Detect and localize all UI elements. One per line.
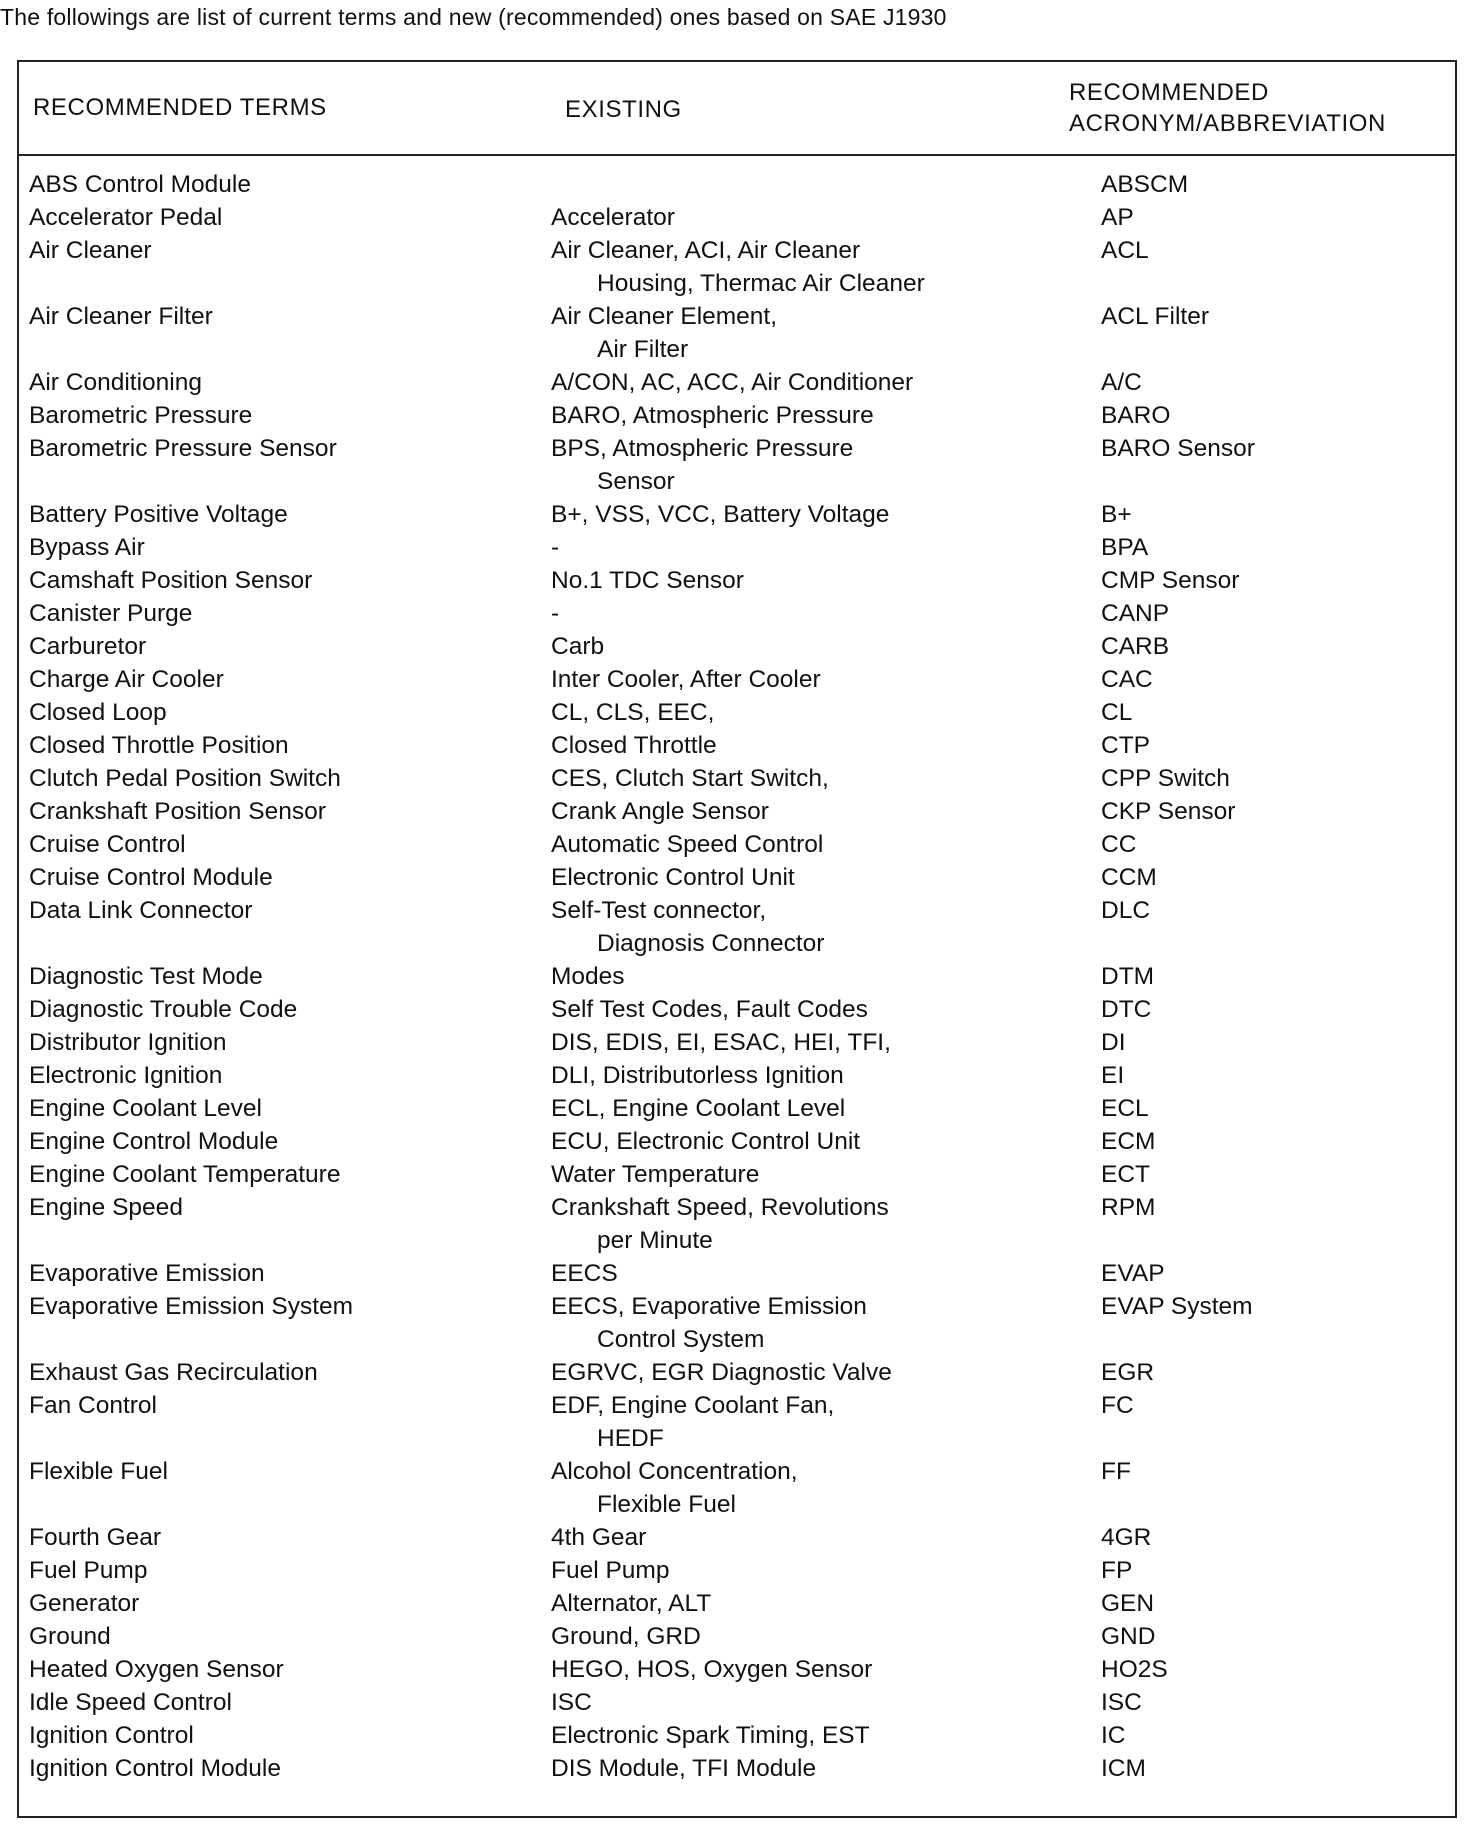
- table-row: [19, 696, 1455, 729]
- existing-cell: [551, 1455, 1076, 1521]
- recommended-term-cell: Cruise Control Module: [29, 864, 273, 891]
- existing-line: Control System: [597, 1326, 765, 1353]
- recommended-term-cell: Charge Air Cooler: [29, 666, 224, 693]
- table-row: [19, 795, 1455, 828]
- table-row: [19, 1290, 1455, 1356]
- table-row: [19, 1389, 1455, 1455]
- acronym-cell: HO2S: [1101, 1656, 1168, 1683]
- table-row: [19, 1356, 1455, 1389]
- recommended-term-cell: Evaporative Emission: [29, 1260, 265, 1287]
- intro-text: The followings are list of current terms and new (recommended) ones based on SAE J1930: [0, 4, 947, 30]
- existing-cell: [551, 300, 1076, 366]
- table-row: [19, 366, 1455, 399]
- existing-line: EECS, Evaporative Emission: [551, 1293, 867, 1320]
- existing-line: Air Filter: [597, 336, 689, 363]
- acronym-cell: ACL Filter: [1101, 303, 1210, 330]
- existing-line: Modes: [551, 963, 625, 990]
- existing-line: Diagnosis Connector: [597, 930, 825, 957]
- table-header-row: [19, 62, 1455, 156]
- existing-line: CES, Clutch Start Switch,: [551, 765, 829, 792]
- acronym-cell: BPA: [1101, 534, 1149, 561]
- existing-line: Inter Cooler, After Cooler: [551, 666, 821, 693]
- header-existing: EXISTING: [565, 96, 682, 123]
- recommended-term-cell: Crankshaft Position Sensor: [29, 798, 326, 825]
- acronym-cell: A/C: [1101, 369, 1142, 396]
- existing-line: Electronic Spark Timing, EST: [551, 1722, 870, 1749]
- acronym-cell: FP: [1101, 1557, 1133, 1584]
- recommended-term-cell: Diagnostic Trouble Code: [29, 996, 298, 1023]
- recommended-term-cell: Barometric Pressure: [29, 402, 253, 429]
- acronym-cell: ACL: [1101, 237, 1149, 264]
- existing-cell: [551, 234, 1076, 300]
- existing-cell: [551, 1059, 1076, 1092]
- existing-cell: [551, 564, 1076, 597]
- acronym-cell: CC: [1101, 831, 1137, 858]
- acronym-cell: DLC: [1101, 897, 1151, 924]
- recommended-term-cell: Evaporative Emission System: [29, 1293, 354, 1320]
- table-row: [19, 630, 1455, 663]
- existing-cell: [551, 828, 1076, 861]
- existing-line: Fuel Pump: [551, 1557, 670, 1584]
- recommended-term-cell: Closed Loop: [29, 699, 167, 726]
- table-row: [19, 1587, 1455, 1620]
- table-row: [19, 1059, 1455, 1092]
- existing-cell: [551, 1554, 1076, 1587]
- recommended-term-cell: Cruise Control: [29, 831, 186, 858]
- existing-line: Water Temperature: [551, 1161, 760, 1188]
- existing-line: HEDF: [597, 1425, 664, 1452]
- existing-line: A/CON, AC, ACC, Air Conditioner: [551, 369, 914, 396]
- recommended-term-cell: Electronic Ignition: [29, 1062, 223, 1089]
- existing-cell: [551, 1158, 1076, 1191]
- existing-line: ECL, Engine Coolant Level: [551, 1095, 846, 1122]
- existing-cell: [551, 498, 1076, 531]
- existing-line: Crank Angle Sensor: [551, 798, 769, 825]
- existing-line: ISC: [551, 1689, 592, 1716]
- existing-line: DIS, EDIS, EI, ESAC, HEI, TFI,: [551, 1029, 891, 1056]
- recommended-term-cell: Exhaust Gas Recirculation: [29, 1359, 318, 1386]
- existing-line: Carb: [551, 633, 605, 660]
- acronym-cell: EVAP: [1101, 1260, 1165, 1287]
- acronym-cell: ISC: [1101, 1689, 1142, 1716]
- existing-cell: [551, 1290, 1076, 1356]
- existing-line: HEGO, HOS, Oxygen Sensor: [551, 1656, 873, 1683]
- existing-line: -: [551, 534, 560, 561]
- table-row: [19, 1191, 1455, 1257]
- table-row: [19, 1620, 1455, 1653]
- acronym-cell: 4GR: [1101, 1524, 1152, 1551]
- existing-line: Flexible Fuel: [597, 1491, 736, 1518]
- recommended-term-cell: Diagnostic Test Mode: [29, 963, 263, 990]
- recommended-term-cell: Heated Oxygen Sensor: [29, 1656, 284, 1683]
- recommended-term-cell: ABS Control Module: [29, 171, 251, 198]
- existing-line: Housing, Thermac Air Cleaner: [597, 270, 925, 297]
- recommended-term-cell: Closed Throttle Position: [29, 732, 289, 759]
- existing-cell: [551, 696, 1076, 729]
- recommended-term-cell: Engine Coolant Temperature: [29, 1161, 341, 1188]
- recommended-term-cell: Air Cleaner Filter: [29, 303, 213, 330]
- acronym-cell: CAC: [1101, 666, 1153, 693]
- acronym-cell: CMP Sensor: [1101, 567, 1240, 594]
- table-row: [19, 993, 1455, 1026]
- acronym-cell: GND: [1101, 1623, 1156, 1650]
- recommended-term-cell: Engine Control Module: [29, 1128, 279, 1155]
- acronym-cell: ECL: [1101, 1095, 1149, 1122]
- existing-cell: [551, 861, 1076, 894]
- table-row: [19, 861, 1455, 894]
- table-row: [19, 1752, 1455, 1785]
- acronym-cell: AP: [1101, 204, 1134, 231]
- table-row: [19, 168, 1455, 201]
- existing-line: CL, CLS, EEC,: [551, 699, 715, 726]
- existing-cell: [551, 1653, 1076, 1686]
- existing-cell: [551, 201, 1076, 234]
- existing-cell: [551, 1587, 1076, 1620]
- recommended-term-cell: Generator: [29, 1590, 140, 1617]
- existing-cell: [551, 168, 1076, 201]
- existing-line: Air Cleaner, ACI, Air Cleaner: [551, 237, 861, 264]
- existing-cell: [551, 399, 1076, 432]
- existing-line: Ground, GRD: [551, 1623, 701, 1650]
- existing-line: Alcohol Concentration,: [551, 1458, 798, 1485]
- existing-line: 4th Gear: [551, 1524, 647, 1551]
- table-row: [19, 300, 1455, 366]
- table-row: [19, 1653, 1455, 1686]
- existing-cell: [551, 993, 1076, 1026]
- table-row: [19, 399, 1455, 432]
- existing-cell: [551, 1092, 1076, 1125]
- recommended-term-cell: Distributor Ignition: [29, 1029, 227, 1056]
- acronym-cell: CCM: [1101, 864, 1157, 891]
- table-row: [19, 828, 1455, 861]
- acronym-cell: CTP: [1101, 732, 1150, 759]
- acronym-cell: FF: [1101, 1458, 1131, 1485]
- recommended-term-cell: Ignition Control: [29, 1722, 194, 1749]
- recommended-term-cell: Canister Purge: [29, 600, 193, 627]
- existing-line: DLI, Distributorless Ignition: [551, 1062, 844, 1089]
- recommended-term-cell: Barometric Pressure Sensor: [29, 435, 337, 462]
- acronym-cell: RPM: [1101, 1194, 1156, 1221]
- existing-cell: [551, 729, 1076, 762]
- existing-line: -: [551, 600, 560, 627]
- acronym-cell: EVAP System: [1101, 1293, 1253, 1320]
- acronym-cell: CL: [1101, 699, 1133, 726]
- header-acronym-line2: ACRONYM/ABBREVIATION: [1069, 110, 1386, 137]
- existing-line: DIS Module, TFI Module: [551, 1755, 817, 1782]
- recommended-term-cell: Engine Coolant Level: [29, 1095, 262, 1122]
- recommended-term-cell: Bypass Air: [29, 534, 145, 561]
- table-row: [19, 498, 1455, 531]
- existing-cell: [551, 1686, 1076, 1719]
- existing-line: EGRVC, EGR Diagnostic Valve: [551, 1359, 892, 1386]
- header-acronym-line1: RECOMMENDED: [1069, 79, 1269, 106]
- table-row: [19, 1026, 1455, 1059]
- existing-line: Crankshaft Speed, Revolutions: [551, 1194, 889, 1221]
- existing-cell: [551, 1719, 1076, 1752]
- acronym-cell: CARB: [1101, 633, 1170, 660]
- acronym-cell: FC: [1101, 1392, 1134, 1419]
- acronym-cell: IC: [1101, 1722, 1126, 1749]
- table-row: [19, 762, 1455, 795]
- table-row: [19, 564, 1455, 597]
- acronym-cell: DI: [1101, 1029, 1126, 1056]
- table-row: [19, 1554, 1455, 1587]
- recommended-term-cell: Ground: [29, 1623, 111, 1650]
- existing-line: ECU, Electronic Control Unit: [551, 1128, 861, 1155]
- table-row: [19, 201, 1455, 234]
- existing-cell: [551, 663, 1076, 696]
- existing-line: BPS, Atmospheric Pressure: [551, 435, 854, 462]
- recommended-term-cell: Camshaft Position Sensor: [29, 567, 313, 594]
- acronym-cell: CPP Switch: [1101, 765, 1230, 792]
- recommended-term-cell: Air Cleaner: [29, 237, 152, 264]
- existing-line: Sensor: [597, 468, 675, 495]
- table-row: [19, 1158, 1455, 1191]
- table-row: [19, 894, 1455, 960]
- recommended-term-cell: Flexible Fuel: [29, 1458, 168, 1485]
- table-row: [19, 729, 1455, 762]
- existing-cell: [551, 432, 1076, 498]
- recommended-term-cell: Fourth Gear: [29, 1524, 162, 1551]
- existing-line: EECS: [551, 1260, 618, 1287]
- existing-line: No.1 TDC Sensor: [551, 567, 744, 594]
- existing-line: Closed Throttle: [551, 732, 717, 759]
- existing-line: B+, VSS, VCC, Battery Voltage: [551, 501, 890, 528]
- existing-cell: [551, 1125, 1076, 1158]
- existing-cell: [551, 894, 1076, 960]
- acronym-cell: CKP Sensor: [1101, 798, 1236, 825]
- terms-table: [17, 60, 1457, 1818]
- existing-cell: [551, 795, 1076, 828]
- recommended-term-cell: Fan Control: [29, 1392, 158, 1419]
- table-row: [19, 663, 1455, 696]
- existing-cell: [551, 1356, 1076, 1389]
- table-row: [19, 1125, 1455, 1158]
- existing-line: Electronic Control Unit: [551, 864, 795, 891]
- acronym-cell: DTM: [1101, 963, 1155, 990]
- table-row: [19, 234, 1455, 300]
- existing-line: BARO, Atmospheric Pressure: [551, 402, 874, 429]
- existing-line: per Minute: [597, 1227, 713, 1254]
- header-recommended-terms: RECOMMENDED TERMS: [33, 94, 327, 121]
- existing-cell: [551, 1389, 1076, 1455]
- recommended-term-cell: Air Conditioning: [29, 369, 202, 396]
- existing-cell: [551, 1521, 1076, 1554]
- existing-line: Accelerator: [551, 204, 675, 231]
- existing-cell: [551, 366, 1076, 399]
- existing-cell: [551, 531, 1076, 564]
- recommended-term-cell: Clutch Pedal Position Switch: [29, 765, 341, 792]
- table-row: [19, 597, 1455, 630]
- table-row: [19, 960, 1455, 993]
- table-row: [19, 531, 1455, 564]
- header-acronym: [1069, 77, 1386, 139]
- existing-line: [551, 168, 1076, 201]
- acronym-cell: ICM: [1101, 1755, 1146, 1782]
- table-row: [19, 1521, 1455, 1554]
- existing-cell: [551, 1026, 1076, 1059]
- recommended-term-cell: Engine Speed: [29, 1194, 183, 1221]
- existing-line: Automatic Speed Control: [551, 831, 824, 858]
- existing-cell: [551, 1257, 1076, 1290]
- existing-line: Alternator, ALT: [551, 1590, 712, 1617]
- acronym-cell: DTC: [1101, 996, 1152, 1023]
- acronym-cell: EI: [1101, 1062, 1125, 1089]
- acronym-cell: BARO Sensor: [1101, 435, 1255, 462]
- existing-cell: [551, 630, 1076, 663]
- acronym-cell: EGR: [1101, 1359, 1155, 1386]
- acronym-cell: BARO: [1101, 402, 1171, 429]
- existing-line: Air Cleaner Element,: [551, 303, 778, 330]
- acronym-cell: CANP: [1101, 600, 1170, 627]
- recommended-term-cell: Data Link Connector: [29, 897, 253, 924]
- table-row: [19, 1686, 1455, 1719]
- acronym-cell: ECT: [1101, 1161, 1150, 1188]
- acronym-cell: ECM: [1101, 1128, 1156, 1155]
- table-body: [19, 168, 1455, 1785]
- recommended-term-cell: Accelerator Pedal: [29, 204, 223, 231]
- existing-cell: [551, 1752, 1076, 1785]
- existing-line: EDF, Engine Coolant Fan,: [551, 1392, 835, 1419]
- existing-cell: [551, 762, 1076, 795]
- existing-cell: [551, 960, 1076, 993]
- existing-cell: [551, 597, 1076, 630]
- existing-line: Self Test Codes, Fault Codes: [551, 996, 868, 1023]
- acronym-cell: GEN: [1101, 1590, 1155, 1617]
- recommended-term-cell: Ignition Control Module: [29, 1755, 281, 1782]
- recommended-term-cell: Battery Positive Voltage: [29, 501, 288, 528]
- table-row: [19, 432, 1455, 498]
- recommended-term-cell: Fuel Pump: [29, 1557, 148, 1584]
- recommended-term-cell: Idle Speed Control: [29, 1689, 232, 1716]
- table-row: [19, 1719, 1455, 1752]
- table-row: [19, 1455, 1455, 1521]
- table-row: [19, 1257, 1455, 1290]
- table-row: [19, 1092, 1455, 1125]
- recommended-term-cell: Carburetor: [29, 633, 147, 660]
- acronym-cell: B+: [1101, 501, 1132, 528]
- existing-cell: [551, 1191, 1076, 1257]
- existing-cell: [551, 1620, 1076, 1653]
- acronym-cell: ABSCM: [1101, 171, 1189, 198]
- existing-line: Self-Test connector,: [551, 897, 767, 924]
